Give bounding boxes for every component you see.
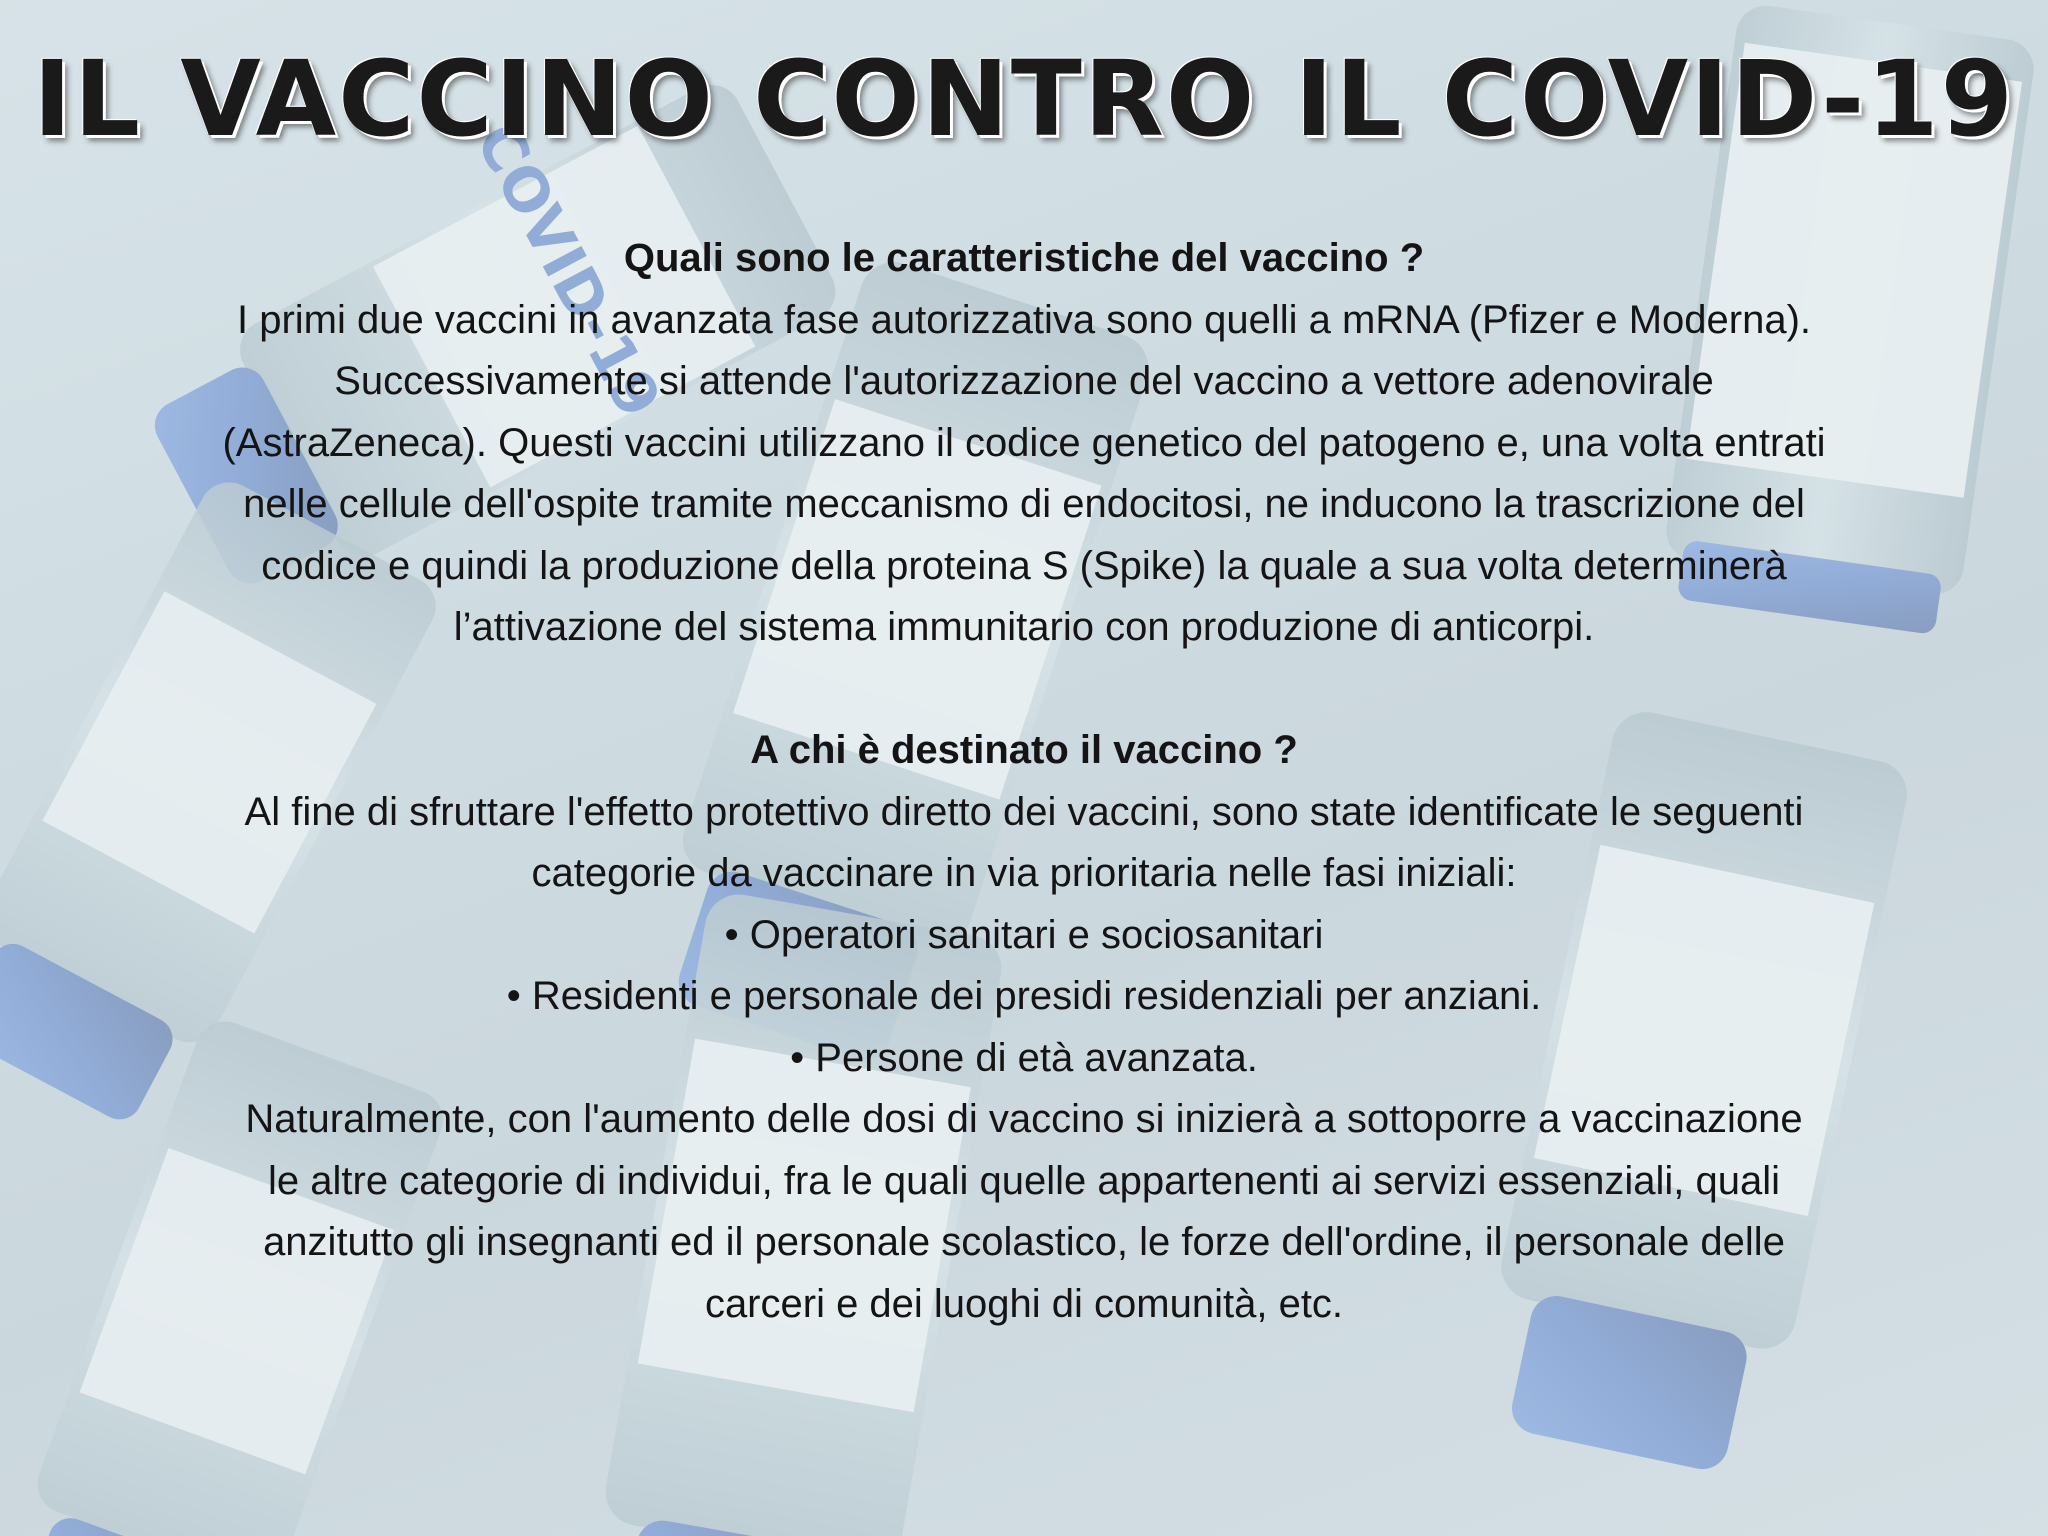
paragraph-line: anzitutto gli insegnanti ed il personale scolastico, le forze dell'ordine, il personale delle <box>263 1220 1785 1264</box>
paragraph-line: l’attivazione del sistema immunitario con produzione di anticorpi. <box>453 605 1595 649</box>
section-heading-target: A chi è destinato il vaccino ? <box>750 728 1298 772</box>
slide-body <box>60 228 1988 1335</box>
paragraph-line: I primi due vaccini in avanzata fase autorizzativa sono quelli a mRNA (Pfizer e Moderna). <box>236 297 1812 342</box>
paragraph-line: le altre categorie di individui, fra le quali quelle appartenenti ai servizi essenziali, quali <box>268 1158 1780 1203</box>
paragraph-line: Successivamente si attende l'autorizzazione del vaccino a vettore adenovirale <box>334 359 1714 403</box>
page-title: IL VACCINO CONTRO IL COVID-19 <box>33 38 2015 160</box>
section-spacer <box>60 659 1988 721</box>
paragraph-line: (AstraZeneca). Questi vaccini utilizzano il codice genetico del patogeno e, una volta entrati <box>222 420 1826 465</box>
paragraph-line: Naturalmente, con l'aumento delle dosi di vaccino si inizierà a sottoporre a vaccinazione <box>245 1097 1803 1141</box>
bullet-item: • Residenti e personale dei presidi residenziali per anziani. <box>60 966 1988 1028</box>
paragraph-line: carceri e dei luoghi di comunità, etc. <box>704 1281 1344 1326</box>
paragraph-line: categorie da vaccinare in via prioritaria nelle fasi iniziali: <box>531 851 1517 895</box>
paragraph-line: codice e quindi la produzione della proteina S (Spike) la quale a sua volta determinerà <box>261 543 1787 588</box>
bullet-item: • Operatori sanitari e sociosanitari <box>60 905 1988 967</box>
section-heading-characteristics: Quali sono le caratteristiche del vaccino ? <box>623 236 1425 280</box>
paragraph-line: nelle cellule dell'ospite tramite meccanismo di endocitosi, ne inducono la trascrizione del <box>243 482 1805 526</box>
paragraph-line: Al fine di sfruttare l'effetto protettivo diretto dei vaccini, sono state identificate le seguenti <box>244 789 1804 834</box>
bullet-item: • Persone di età avanzata. <box>60 1028 1988 1090</box>
